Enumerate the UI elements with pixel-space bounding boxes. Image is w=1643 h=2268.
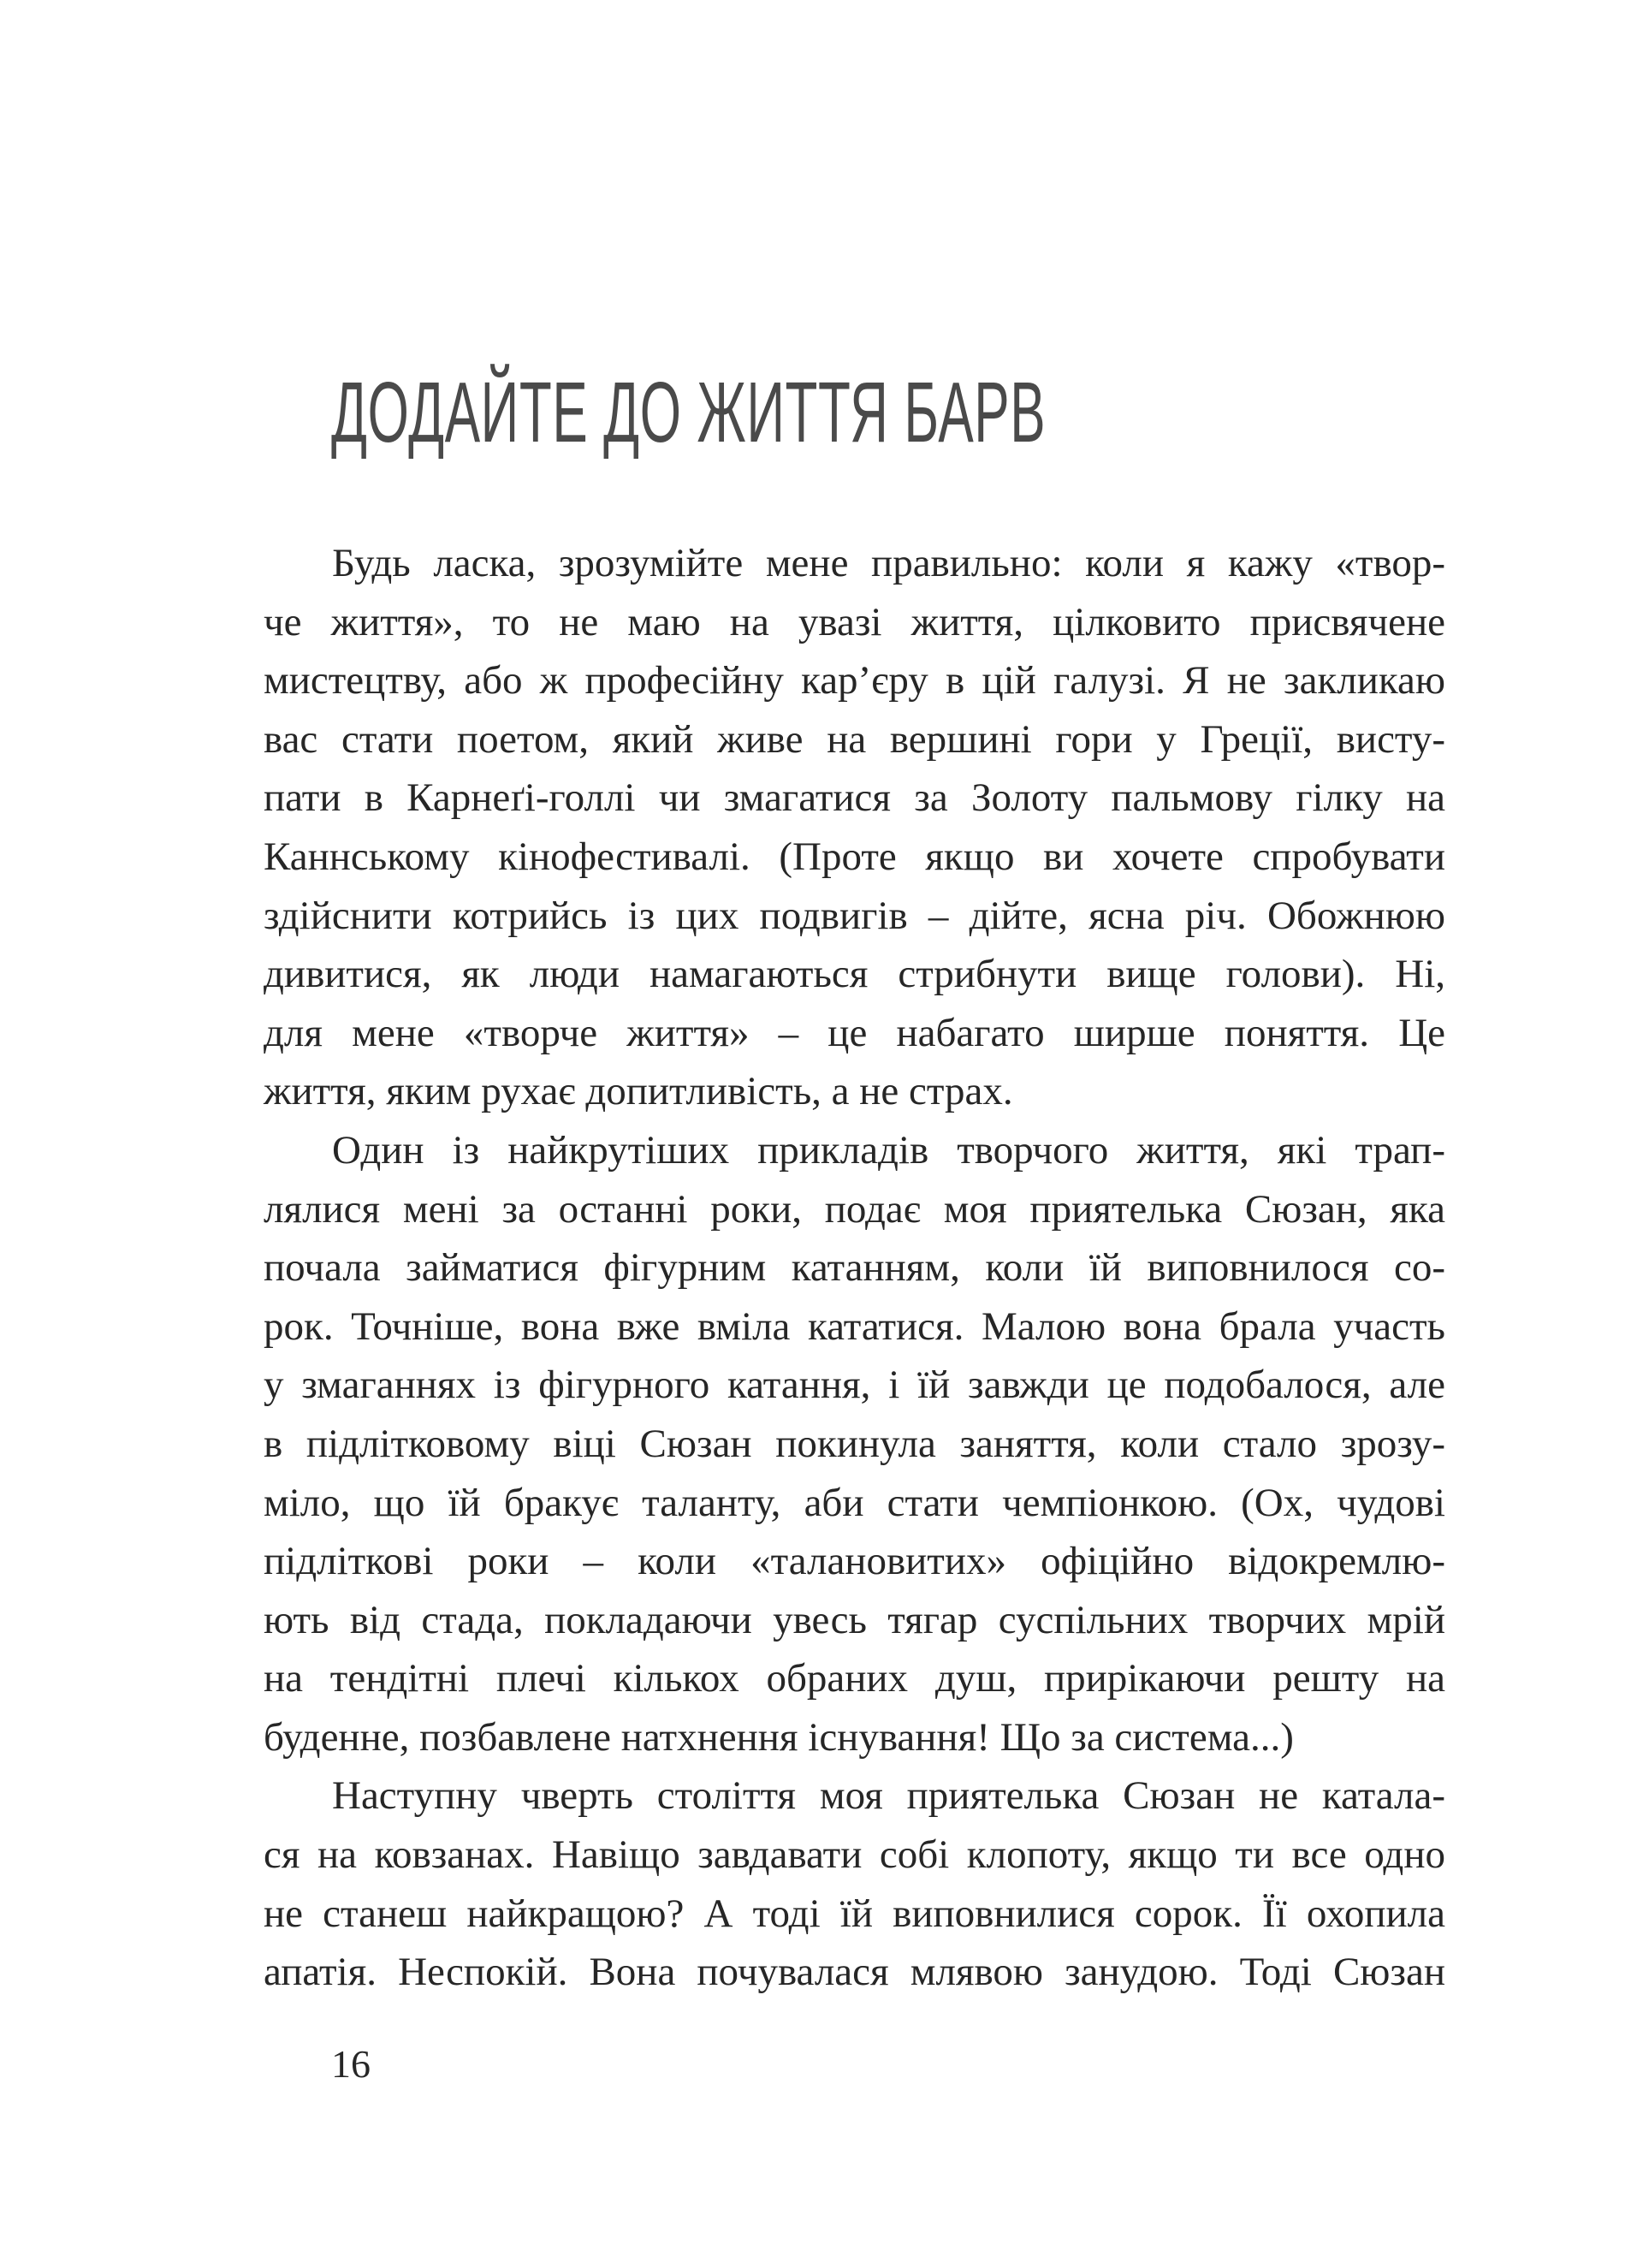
body-text	[264, 534, 1445, 2002]
text-line: вас стати поетом, який живе на вершині гори у Греції, висту-	[264, 716, 1445, 762]
text-line: Наступну чверть століття моя приятелька Сюзан не катала-	[332, 1773, 1445, 1819]
text-line: життя, яким рухає допитливість, а не страх.	[264, 1069, 1013, 1114]
text-line: буденне, позбавлене натхнення існування! Що за система...)	[264, 1714, 1294, 1760]
text-line: ся на ковзанах. Навіщо завдавати собі клопоту, якщо ти все одно	[264, 1832, 1445, 1878]
text-line: здійснити котрийсь із цих подвигів – дійте, ясна річ. Обожнюю	[264, 893, 1445, 938]
text-line: в підлітковому віці Сюзан покинула заняття, коли стало зрозу-	[264, 1421, 1445, 1466]
text-line: мистецтву, або ж професійну кар’єру в цій галузі. Я не закликаю	[264, 658, 1445, 704]
text-line: не станеш найкращою? А тоді їй виповнилися сорок. Її охопила	[264, 1891, 1445, 1936]
text-line: для мене «творче життя» – це набагато ширше поняття. Це	[264, 1010, 1445, 1055]
text-line: почала займатися фігурним катанням, коли їй виповнилося со-	[264, 1245, 1445, 1291]
text-line: че життя», то не маю на увазі життя, цілковито присвячене	[264, 599, 1445, 644]
text-line: міло, що їй бракує таланту, аби стати чемпіонкою. (Ох, чудові	[264, 1480, 1445, 1525]
text-line: на тендітні плечі кількох обраних душ, прирікаючи решту на	[264, 1656, 1445, 1701]
page-number: 16	[331, 2042, 371, 2086]
text-line: лялися мені за останні роки, подає моя приятелька Сюзан, яка	[264, 1186, 1445, 1232]
text-line: пати в Карнеґі-голлі чи змагатися за Золоту пальмову гілку на	[264, 775, 1445, 821]
text-line: рок. Точніше, вона вже вміла кататися. Малою вона брала участь	[264, 1303, 1445, 1349]
text-line: Каннському кінофестивалі. (Проте якщо ви хочете спробувати	[264, 834, 1445, 879]
text-line: Один із найкрутіших прикладів творчого життя, які трап-	[332, 1127, 1445, 1173]
text-line: дивитися, як люди намагаються стрибнути вище голови). Ні,	[264, 952, 1445, 997]
text-line: підліткові роки – коли «талановитих» офіційно відокремлю-	[264, 1539, 1445, 1584]
text-line: у змаганнях із фігурного катання, і їй завжди це подобалося, але	[264, 1363, 1445, 1408]
text-line: Будь ласка, зрозумійте мене правильно: коли я кажу «твор-	[332, 541, 1445, 585]
chapter-title: ДОДАЙТЕ ДО ЖИТТЯ БАРВ	[331, 365, 1047, 460]
text-line: апатія. Неспокій. Вона почувалася млявою занудою. Тоді Сюзан	[264, 1950, 1445, 1995]
text-line: ють від стада, покладаючи увесь тягар суспільних творчих мрій	[264, 1597, 1445, 1642]
